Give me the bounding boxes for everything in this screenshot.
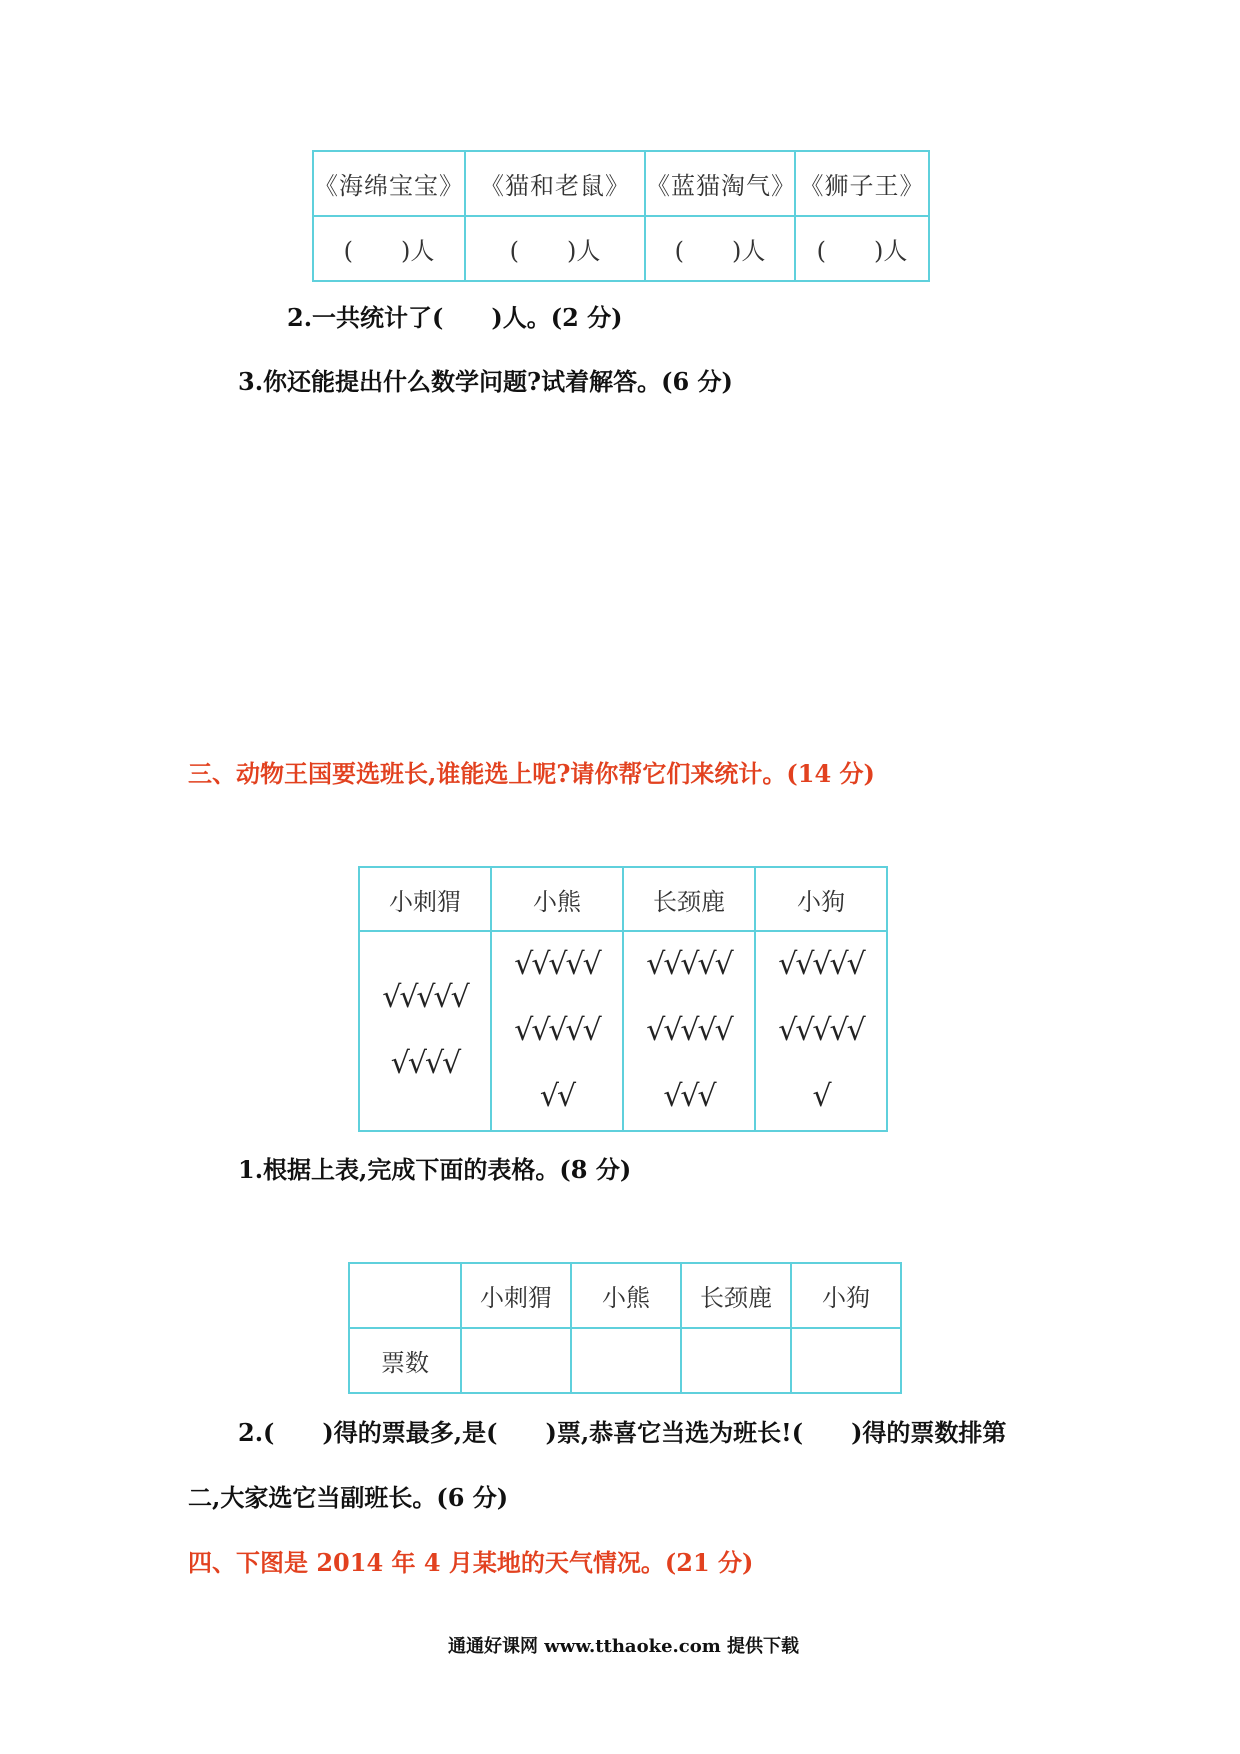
votes-answer-cell[interactable] (571, 1328, 681, 1393)
votes-answer-cell[interactable] (681, 1328, 791, 1393)
votes-answer-cell[interactable] (461, 1328, 571, 1393)
table-header-cell: 《海绵宝宝》 (313, 151, 465, 216)
tally-table (358, 866, 888, 1132)
votes-answer-cell[interactable] (791, 1328, 901, 1393)
tally-cell-bear (491, 931, 623, 1131)
tally-line: √ (812, 1079, 830, 1114)
tally-line: √√√ (663, 1079, 715, 1114)
section-3-question-2-cont: 二,大家选它当副班长。(6 分) (188, 1483, 509, 1512)
tally-header-cell: 小刺猬 (359, 867, 491, 931)
votes-header-cell: 小刺猬 (461, 1263, 571, 1328)
section-4-title: 四、下图是 2014 年 4 月某地的天气情况。(21 分) (188, 1548, 754, 1577)
tally-line: √√√√√ (778, 947, 864, 982)
votes-header-cell: 小熊 (571, 1263, 681, 1328)
votes-row-label: 票数 (349, 1328, 461, 1393)
answer-cell[interactable]: ( )人 (313, 216, 465, 281)
votes-header-cell: 小狗 (791, 1263, 901, 1328)
tally-header-cell: 小狗 (755, 867, 887, 931)
section-3-title: 三、动物王国要选班长,谁能选上呢?请你帮它们来统计。(14 分) (188, 759, 875, 788)
tally-line: √√√√√ (778, 1013, 864, 1048)
tally-line: √√√√√ (382, 980, 468, 1015)
votes-table (348, 1262, 902, 1394)
tally-line: √√√√ (390, 1046, 460, 1081)
tally-line: √√ (539, 1079, 575, 1114)
cartoon-table (312, 150, 930, 282)
tally-header-cell: 小熊 (491, 867, 623, 931)
votes-corner-cell (349, 1263, 461, 1328)
table-header-cell: 《狮子王》 (795, 151, 929, 216)
table-header-cell: 《猫和老鼠》 (465, 151, 645, 216)
votes-header-cell: 长颈鹿 (681, 1263, 791, 1328)
section-3-question-1: 1.根据上表,完成下面的表格。(8 分) (238, 1155, 632, 1184)
answer-cell[interactable]: ( )人 (465, 216, 645, 281)
tally-cell-hedgehog (359, 931, 491, 1131)
question-2: 2.一共统计了( )人。(2 分) (287, 303, 623, 332)
answer-cell[interactable]: ( )人 (645, 216, 795, 281)
section-3-question-2: 2.( )得的票最多,是( )票,恭喜它当选为班长!( )得的票数排第 (238, 1418, 1007, 1447)
tally-line: √√√√√ (646, 1013, 732, 1048)
answer-cell[interactable]: ( )人 (795, 216, 929, 281)
tally-line: √√√√√ (514, 1013, 600, 1048)
tally-header-cell: 长颈鹿 (623, 867, 755, 931)
tally-cell-dog (755, 931, 887, 1131)
tally-cell-giraffe (623, 931, 755, 1131)
table-header-cell: 《蓝猫淘气》 (645, 151, 795, 216)
page-footer: 通通好课网 www.tthaoke.com 提供下载 (448, 1636, 800, 1657)
question-3: 3.你还能提出什么数学问题?试着解答。(6 分) (238, 367, 733, 396)
tally-line: √√√√√ (646, 947, 732, 982)
tally-line: √√√√√ (514, 947, 600, 982)
